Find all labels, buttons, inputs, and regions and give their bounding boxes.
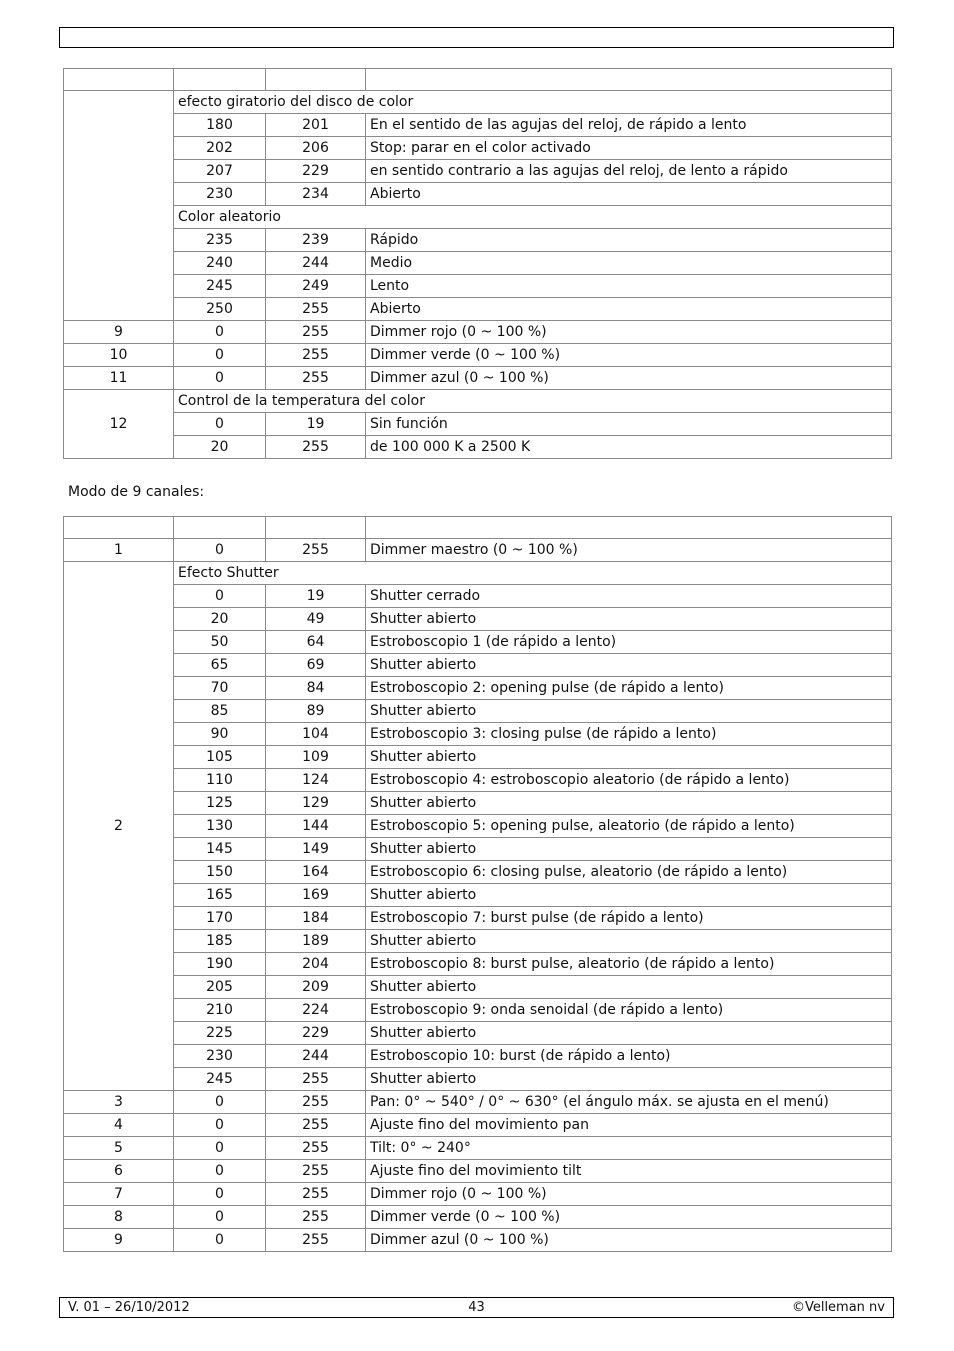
- header-cell: [366, 517, 892, 539]
- from-value-cell: 0: [174, 1091, 266, 1114]
- table-row: [64, 1229, 892, 1252]
- from-value-cell: 65: [174, 654, 266, 677]
- from-value-cell: 20: [174, 436, 266, 459]
- table-row: [64, 654, 892, 677]
- table-row: [64, 1206, 892, 1229]
- description-cell: Shutter abierto: [366, 1068, 892, 1091]
- from-value-cell: 145: [174, 838, 266, 861]
- header-cell: [366, 69, 892, 91]
- table-row: [64, 976, 892, 999]
- from-value-cell: 240: [174, 252, 266, 275]
- from-value-cell: 0: [174, 585, 266, 608]
- description-cell: Shutter abierto: [366, 930, 892, 953]
- from-value-cell: 0: [174, 1160, 266, 1183]
- to-value-cell: 255: [266, 1160, 366, 1183]
- description-cell: Shutter abierto: [366, 884, 892, 907]
- table-row: [64, 700, 892, 723]
- table-row: [64, 183, 892, 206]
- table-row: [64, 1068, 892, 1091]
- from-value-cell: 0: [174, 539, 266, 562]
- from-value-cell: 205: [174, 976, 266, 999]
- from-value-cell: 20: [174, 608, 266, 631]
- to-value-cell: 224: [266, 999, 366, 1022]
- from-value-cell: 90: [174, 723, 266, 746]
- table-row: [64, 792, 892, 815]
- to-value-cell: 229: [266, 160, 366, 183]
- group-title-cell: efecto giratorio del disco de color: [174, 91, 892, 114]
- from-value-cell: 230: [174, 1045, 266, 1068]
- description-cell: Dimmer azul (0 ~ 100 %): [366, 367, 892, 390]
- description-cell: Ajuste fino del movimiento tilt: [366, 1160, 892, 1183]
- table-row: [64, 137, 892, 160]
- to-value-cell: 49: [266, 608, 366, 631]
- description-cell: de 100 000 K a 2500 K: [366, 436, 892, 459]
- table-row: [64, 367, 892, 390]
- dmx-table-continued: [63, 68, 892, 459]
- description-cell: Estroboscopio 5: opening pulse, aleatorio (de rápido a lento): [366, 815, 892, 838]
- to-value-cell: 209: [266, 976, 366, 999]
- description-cell: Dimmer verde (0 ~ 100 %): [366, 344, 892, 367]
- from-value-cell: 190: [174, 953, 266, 976]
- channel-cell: 10: [64, 344, 174, 367]
- description-cell: Shutter abierto: [366, 838, 892, 861]
- table-row: [64, 1022, 892, 1045]
- table-row: [64, 631, 892, 654]
- header-cell: [266, 69, 366, 91]
- to-value-cell: 19: [266, 585, 366, 608]
- to-value-cell: 255: [266, 1114, 366, 1137]
- to-value-cell: 204: [266, 953, 366, 976]
- table-row: [64, 723, 892, 746]
- header-cell: [64, 517, 174, 539]
- to-value-cell: 255: [266, 1229, 366, 1252]
- to-value-cell: 19: [266, 413, 366, 436]
- description-cell: Estroboscopio 6: closing pulse, aleatorio (de rápido a lento): [366, 861, 892, 884]
- footer-page-number: 43: [468, 1300, 485, 1315]
- description-cell: Shutter cerrado: [366, 585, 892, 608]
- description-cell: Estroboscopio 1 (de rápido a lento): [366, 631, 892, 654]
- channel-cell: 9: [64, 1229, 174, 1252]
- to-value-cell: 229: [266, 1022, 366, 1045]
- description-cell: Estroboscopio 3: closing pulse (de rápido a lento): [366, 723, 892, 746]
- to-value-cell: 184: [266, 907, 366, 930]
- description-cell: Rápido: [366, 229, 892, 252]
- description-cell: Dimmer verde (0 ~ 100 %): [366, 1206, 892, 1229]
- channel-cell: 12: [64, 390, 174, 459]
- description-cell: Tilt: 0° ~ 240°: [366, 1137, 892, 1160]
- description-cell: Dimmer rojo (0 ~ 100 %): [366, 1183, 892, 1206]
- table-row: [64, 1137, 892, 1160]
- table-row: [64, 321, 892, 344]
- from-value-cell: 110: [174, 769, 266, 792]
- from-value-cell: 165: [174, 884, 266, 907]
- description-cell: En el sentido de las agujas del reloj, de rápido a lento: [366, 114, 892, 137]
- channel-cell: 8: [64, 1206, 174, 1229]
- description-cell: Estroboscopio 7: burst pulse (de rápido a lento): [366, 907, 892, 930]
- table-row: [64, 206, 892, 229]
- table-row: [64, 562, 892, 585]
- description-cell: Estroboscopio 4: estroboscopio aleatorio (de rápido a lento): [366, 769, 892, 792]
- description-cell: Estroboscopio 10: burst (de rápido a lento): [366, 1045, 892, 1068]
- table-row: [64, 861, 892, 884]
- table-header-row: [64, 69, 892, 91]
- group-title-cell: Color aleatorio: [174, 206, 892, 229]
- to-value-cell: 255: [266, 1068, 366, 1091]
- from-value-cell: 170: [174, 907, 266, 930]
- description-cell: Abierto: [366, 183, 892, 206]
- group-title-cell: Efecto Shutter: [174, 562, 892, 585]
- to-value-cell: 124: [266, 769, 366, 792]
- to-value-cell: 249: [266, 275, 366, 298]
- to-value-cell: 255: [266, 1091, 366, 1114]
- table-row: [64, 1045, 892, 1068]
- from-value-cell: 0: [174, 413, 266, 436]
- from-value-cell: 225: [174, 1022, 266, 1045]
- from-value-cell: 245: [174, 275, 266, 298]
- table-row: [64, 815, 892, 838]
- to-value-cell: 206: [266, 137, 366, 160]
- header-cell: [174, 69, 266, 91]
- to-value-cell: 255: [266, 344, 366, 367]
- to-value-cell: 149: [266, 838, 366, 861]
- to-value-cell: 109: [266, 746, 366, 769]
- to-value-cell: 255: [266, 1137, 366, 1160]
- from-value-cell: 202: [174, 137, 266, 160]
- table-row: [64, 677, 892, 700]
- to-value-cell: 169: [266, 884, 366, 907]
- to-value-cell: 255: [266, 1183, 366, 1206]
- table-row: [64, 1183, 892, 1206]
- channel-cell: 4: [64, 1114, 174, 1137]
- description-cell: Shutter abierto: [366, 700, 892, 723]
- to-value-cell: 239: [266, 229, 366, 252]
- from-value-cell: 150: [174, 861, 266, 884]
- description-cell: en sentido contrario a las agujas del reloj, de lento a rápido: [366, 160, 892, 183]
- channel-cell: 1: [64, 539, 174, 562]
- description-cell: Medio: [366, 252, 892, 275]
- to-value-cell: 84: [266, 677, 366, 700]
- to-value-cell: 244: [266, 1045, 366, 1068]
- table-row: [64, 746, 892, 769]
- to-value-cell: 255: [266, 436, 366, 459]
- description-cell: Estroboscopio 2: opening pulse (de rápido a lento): [366, 677, 892, 700]
- table-row: [64, 436, 892, 459]
- table-row: [64, 953, 892, 976]
- to-value-cell: 189: [266, 930, 366, 953]
- table-row: [64, 160, 892, 183]
- description-cell: Dimmer maestro (0 ~ 100 %): [366, 539, 892, 562]
- table-row: [64, 114, 892, 137]
- dmx-table-9-channel: [63, 516, 892, 1252]
- page-header-box: [59, 27, 894, 48]
- description-cell: Estroboscopio 8: burst pulse, aleatorio (de rápido a lento): [366, 953, 892, 976]
- to-value-cell: 64: [266, 631, 366, 654]
- to-value-cell: 244: [266, 252, 366, 275]
- from-value-cell: 210: [174, 999, 266, 1022]
- to-value-cell: 69: [266, 654, 366, 677]
- table-row: [64, 1114, 892, 1137]
- description-cell: Dimmer rojo (0 ~ 100 %): [366, 321, 892, 344]
- from-value-cell: 85: [174, 700, 266, 723]
- table-header-row: [64, 517, 892, 539]
- description-cell: Shutter abierto: [366, 1022, 892, 1045]
- from-value-cell: 185: [174, 930, 266, 953]
- header-cell: [266, 517, 366, 539]
- table-row: [64, 275, 892, 298]
- table-row: [64, 930, 892, 953]
- footer-copyright: ©Velleman nv: [791, 1300, 885, 1315]
- description-cell: Estroboscopio 9: onda senoidal (de rápido a lento): [366, 999, 892, 1022]
- to-value-cell: 129: [266, 792, 366, 815]
- description-cell: Ajuste fino del movimiento pan: [366, 1114, 892, 1137]
- description-cell: Pan: 0° ~ 540° / 0° ~ 630° (el ángulo máx. se ajusta en el menú): [366, 1091, 892, 1114]
- to-value-cell: 255: [266, 298, 366, 321]
- table-row: [64, 390, 892, 413]
- table-row: [64, 838, 892, 861]
- header-cell: [174, 517, 266, 539]
- to-value-cell: 104: [266, 723, 366, 746]
- to-value-cell: 201: [266, 114, 366, 137]
- channel-cell: 6: [64, 1160, 174, 1183]
- from-value-cell: 207: [174, 160, 266, 183]
- table-row: [64, 769, 892, 792]
- table-row: [64, 585, 892, 608]
- table-row: [64, 1091, 892, 1114]
- header-cell: [64, 69, 174, 91]
- table-row: [64, 608, 892, 631]
- to-value-cell: 164: [266, 861, 366, 884]
- description-cell: Shutter abierto: [366, 976, 892, 999]
- from-value-cell: 235: [174, 229, 266, 252]
- channel-cell: 2: [64, 562, 174, 1091]
- channel-cell: 5: [64, 1137, 174, 1160]
- table-row: [64, 344, 892, 367]
- from-value-cell: 125: [174, 792, 266, 815]
- description-cell: Sin función: [366, 413, 892, 436]
- channel-cell-empty: [64, 91, 174, 321]
- table-row: [64, 907, 892, 930]
- description-cell: Shutter abierto: [366, 654, 892, 677]
- table-row: [64, 413, 892, 436]
- from-value-cell: 0: [174, 1114, 266, 1137]
- from-value-cell: 0: [174, 1137, 266, 1160]
- description-cell: Abierto: [366, 298, 892, 321]
- description-cell: Shutter abierto: [366, 746, 892, 769]
- channel-cell: 3: [64, 1091, 174, 1114]
- description-cell: Stop: parar en el color activado: [366, 137, 892, 160]
- to-value-cell: 255: [266, 367, 366, 390]
- from-value-cell: 50: [174, 631, 266, 654]
- from-value-cell: 0: [174, 321, 266, 344]
- channel-cell: 7: [64, 1183, 174, 1206]
- from-value-cell: 230: [174, 183, 266, 206]
- table-row: [64, 1160, 892, 1183]
- table-row: [64, 539, 892, 562]
- from-value-cell: 0: [174, 1206, 266, 1229]
- page-footer: [59, 1297, 894, 1318]
- to-value-cell: 144: [266, 815, 366, 838]
- from-value-cell: 70: [174, 677, 266, 700]
- from-value-cell: 0: [174, 1183, 266, 1206]
- from-value-cell: 0: [174, 344, 266, 367]
- to-value-cell: 89: [266, 700, 366, 723]
- mode-caption: Modo de 9 canales:: [68, 484, 205, 500]
- to-value-cell: 255: [266, 321, 366, 344]
- table-row: [64, 229, 892, 252]
- footer-version: V. 01 – 26/10/2012: [68, 1300, 190, 1315]
- channel-cell: 9: [64, 321, 174, 344]
- table-row: [64, 884, 892, 907]
- table-row: [64, 91, 892, 114]
- from-value-cell: 105: [174, 746, 266, 769]
- to-value-cell: 255: [266, 539, 366, 562]
- description-cell: Dimmer azul (0 ~ 100 %): [366, 1229, 892, 1252]
- from-value-cell: 245: [174, 1068, 266, 1091]
- description-cell: Shutter abierto: [366, 608, 892, 631]
- description-cell: Shutter abierto: [366, 792, 892, 815]
- table-row: [64, 298, 892, 321]
- table-row: [64, 252, 892, 275]
- description-cell: Lento: [366, 275, 892, 298]
- group-title-cell: Control de la temperatura del color: [174, 390, 892, 413]
- to-value-cell: 234: [266, 183, 366, 206]
- to-value-cell: 255: [266, 1206, 366, 1229]
- from-value-cell: 0: [174, 1229, 266, 1252]
- from-value-cell: 0: [174, 367, 266, 390]
- table-row: [64, 999, 892, 1022]
- from-value-cell: 180: [174, 114, 266, 137]
- from-value-cell: 130: [174, 815, 266, 838]
- from-value-cell: 250: [174, 298, 266, 321]
- channel-cell: 11: [64, 367, 174, 390]
